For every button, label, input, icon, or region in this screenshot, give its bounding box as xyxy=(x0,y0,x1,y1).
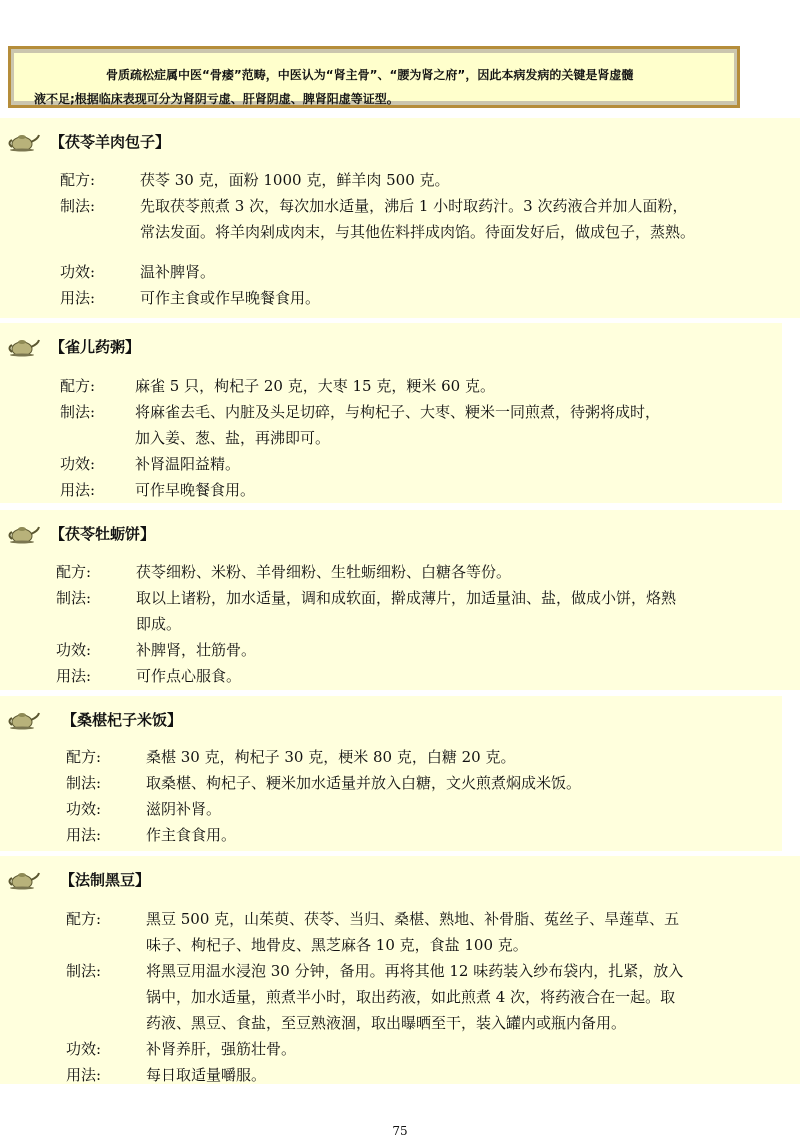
formula-row xyxy=(0,906,800,958)
method-label: 制法: xyxy=(66,962,102,980)
method-text: 取桑椹、枸杞子、粳米加水适量并放入白糖，文火煎煮焖成米饭。 xyxy=(146,774,582,792)
usage-row xyxy=(0,663,800,689)
recipe-section xyxy=(0,323,782,503)
usage-text: 作主食食用。 xyxy=(146,826,237,844)
recipe-section xyxy=(0,696,782,851)
method-label: 制法: xyxy=(56,589,92,607)
method-text: 取以上诸粉，加水适量，调和成软面，擀成薄片，加适量油、盐，做成小饼，烙熟 即成。 xyxy=(136,589,677,633)
intro-line-1: 骨质疏松症属中医“骨痿”范畴，中医认为“肾主骨”、“腰为肾之府”，因此本病发病的关键是肾虚髓 xyxy=(106,68,634,82)
usage-row xyxy=(0,477,782,503)
formula-row xyxy=(0,559,800,585)
effect-row xyxy=(0,259,800,285)
effect-text: 补肾养肝，强筋壮骨。 xyxy=(146,1040,297,1058)
usage-row xyxy=(0,822,782,848)
formula-label: 配方: xyxy=(66,748,102,766)
teapot-icon xyxy=(6,130,40,152)
effect-text: 滋阴补肾。 xyxy=(146,800,222,818)
formula-label: 配方: xyxy=(60,377,96,395)
teapot-icon xyxy=(6,335,40,357)
formula-label: 配方: xyxy=(66,910,102,928)
effect-label: 功效: xyxy=(56,641,92,659)
method-text: 将黑豆用温水浸泡 30 分钟，备用。再将其他 12 味药装入纱布袋内，扎紧，放入 锅中，加水适量，煎煮半小时，取出药液，如此煎煮 4 次，将药液合在一起。取 药液、黑豆、食盐，至豆熟液涸，取出曝晒至干，装入罐内或瓶内备用。 xyxy=(146,962,684,1032)
formula-row xyxy=(0,167,800,193)
effect-label: 功效: xyxy=(66,800,102,818)
effect-row xyxy=(0,637,800,663)
effect-text: 补脾肾，壮筋骨。 xyxy=(136,641,257,659)
formula-label: 配方: xyxy=(56,563,92,581)
recipe-title xyxy=(6,331,140,361)
formula-label: 配方: xyxy=(60,171,96,189)
intro-line-2: 液不足;根据临床表现可分为肾阴亏虚、肝肾阴虚、脾肾阳虚等证型。 xyxy=(34,92,399,106)
teapot-icon xyxy=(6,708,40,730)
usage-text: 可作早晚餐食用。 xyxy=(135,481,256,499)
effect-row xyxy=(0,796,782,822)
formula-text: 黑豆 500 克，山茱萸、茯苓、当归、桑椹、熟地、补骨脂、菟丝子、旱莲草、五 味子、枸杞子、地骨皮、黑芝麻各 10 克，食盐 100 克。 xyxy=(146,910,680,954)
method-label: 制法: xyxy=(60,403,96,421)
method-label: 制法: xyxy=(60,197,96,215)
recipe-title xyxy=(6,518,155,548)
effect-text: 补肾温阳益精。 xyxy=(135,455,241,473)
usage-label: 用法: xyxy=(66,1066,102,1084)
recipe-section xyxy=(0,856,800,1084)
usage-label: 用法: xyxy=(60,481,96,499)
teapot-icon xyxy=(6,522,40,544)
recipe-body xyxy=(0,744,782,848)
usage-label: 用法: xyxy=(56,667,92,685)
recipe-section xyxy=(0,118,800,318)
effect-label: 功效: xyxy=(60,263,96,281)
formula-text: 桑椹 30 克，枸杞子 30 克，梗米 80 克，白糖 20 克。 xyxy=(146,748,516,766)
intro-box xyxy=(8,46,740,108)
recipe-body xyxy=(0,906,800,1088)
method-row xyxy=(0,585,800,637)
recipe-body xyxy=(0,373,782,503)
usage-row xyxy=(0,285,800,311)
formula-text: 茯苓 30 克，面粉 1000 克，鲜羊肉 500 克。 xyxy=(140,171,450,189)
recipe-body xyxy=(0,559,800,689)
formula-text: 茯苓细粉、米粉、羊骨细粉、生牡蛎细粉、白糖各等份。 xyxy=(136,563,512,581)
page-number: 75 xyxy=(392,1124,408,1138)
intro-text xyxy=(14,53,734,106)
recipe-title-text: 【法制黑豆】 xyxy=(60,870,151,889)
recipe-body xyxy=(0,167,800,311)
effect-text: 温补脾肾。 xyxy=(140,263,216,281)
recipe-title-text: 【茯苓羊肉包子】 xyxy=(50,132,171,151)
recipe-title xyxy=(6,126,170,156)
method-label: 制法: xyxy=(66,774,102,792)
recipe-title-text: 【雀儿药粥】 xyxy=(50,337,141,356)
effect-row xyxy=(0,1036,800,1062)
formula-row xyxy=(0,744,782,770)
method-row xyxy=(0,399,782,451)
formula-text: 麻雀 5 只，枸杞子 20 克，大枣 15 克，粳米 60 克。 xyxy=(135,377,495,395)
usage-label: 用法: xyxy=(60,289,96,307)
recipe-title xyxy=(6,864,150,894)
usage-label: 用法: xyxy=(66,826,102,844)
teapot-icon xyxy=(6,868,40,890)
usage-text: 可作点心服食。 xyxy=(136,667,242,685)
method-row xyxy=(0,958,800,1036)
usage-text: 每日取适量嚼服。 xyxy=(146,1066,267,1084)
method-row xyxy=(0,770,782,796)
method-row xyxy=(0,193,800,245)
formula-row xyxy=(0,373,782,399)
effect-label: 功效: xyxy=(66,1040,102,1058)
usage-text: 可作主食或作早晚餐食用。 xyxy=(140,289,321,307)
recipe-title-text: 【茯苓牡蛎饼】 xyxy=(50,524,156,543)
method-text: 将麻雀去毛、内脏及头足切碎，与枸杞子、大枣、粳米一同煎煮，待粥将成时， 加入姜、葱、盐，再沸即可。 xyxy=(135,403,661,447)
recipe-section xyxy=(0,510,800,690)
effect-label: 功效: xyxy=(60,455,96,473)
recipe-title xyxy=(6,704,182,734)
recipe-title-text: 【桑椹杞子米饭】 xyxy=(62,710,183,729)
method-text: 先取茯苓煎煮 3 次，每次加水适量，沸后 1 小时取药汁。3 次药液合并加人面粉， 常法发面。将羊肉剁成肉末，与其他佐料拌成肉馅。待面发好后，做成包子，蒸熟。 xyxy=(140,197,696,241)
usage-row xyxy=(0,1062,800,1088)
effect-row xyxy=(0,451,782,477)
